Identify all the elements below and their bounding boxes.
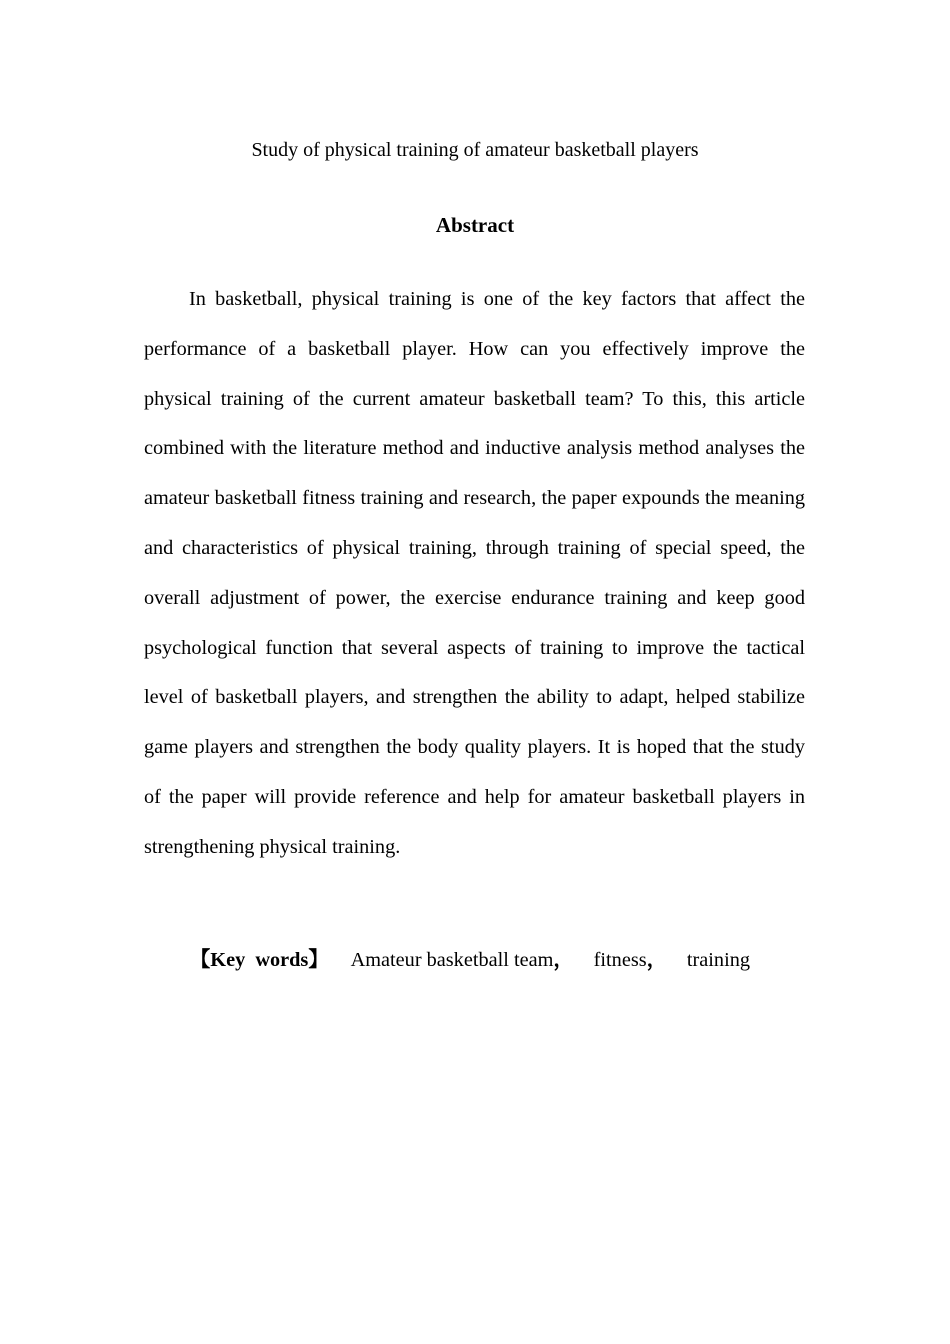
abstract-heading: Abstract <box>435 213 515 237</box>
keyword-item: Amateur basketball team <box>350 949 554 971</box>
keyword-separator: ， <box>646 949 667 971</box>
keyword-separator: ， <box>553 949 574 971</box>
keyword-item: training <box>686 949 750 971</box>
abstract-body: In basketball, physical training is one of the key factors that affect the performance of a basketball player. How can you effectively improve the physical training of the current amateur basketball team? To this, this article combined with the literature method and inductive analysis method analyses the amateur basketball fitness training and research, the paper expounds the meaning and characteristics of physical training, through training of special speed, the overall adjustment of power, the exercise endurance training and keep good psychological function that several aspects of training to improve the tactical level of basketball players, and strengthen the ability to adapt, helped stabilize game players and strengthen the body quality players. It is hoped that the study of the paper will provide reference and help for amateur basketball players in strengthening physical training. <box>144 288 805 858</box>
paper-title: Study of physical training of amateur basketball players <box>251 139 699 161</box>
keywords-close-bracket: 】 <box>308 949 329 971</box>
keywords-open-bracket: 【 <box>190 949 211 971</box>
keyword-item: fitness <box>593 949 647 971</box>
keywords-line <box>190 946 830 974</box>
keywords-label: Key words <box>210 949 309 971</box>
